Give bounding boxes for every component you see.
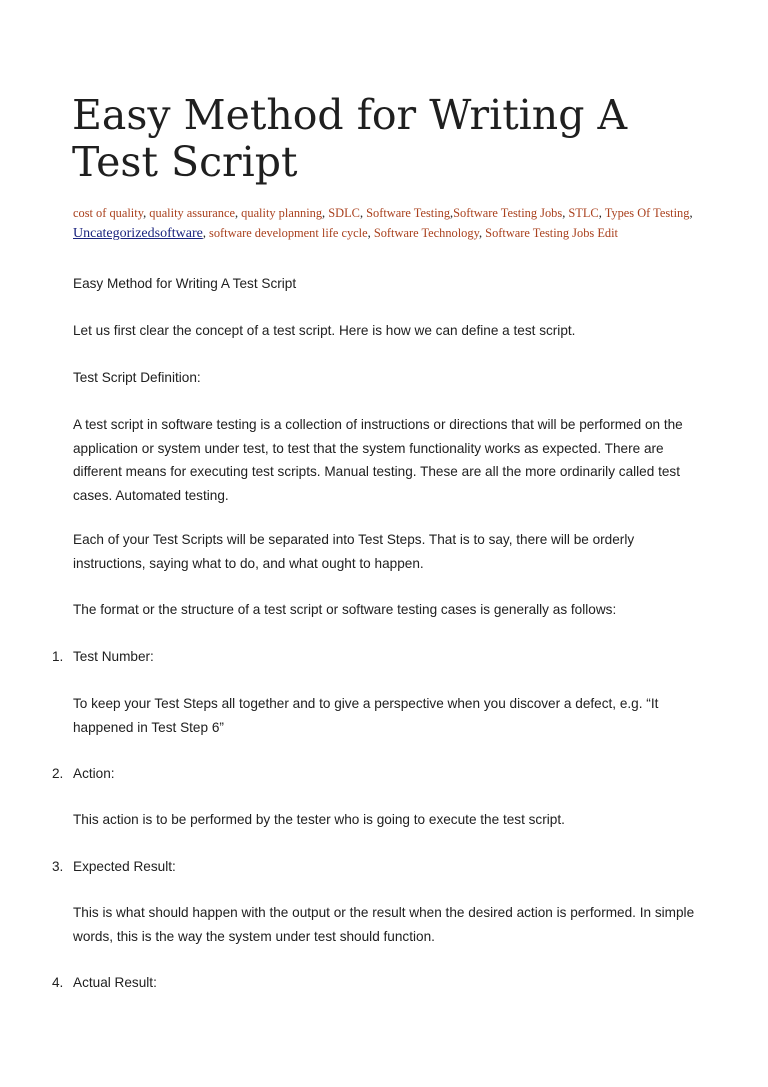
tag-separator: , [367, 226, 374, 240]
edit-link[interactable]: Edit [597, 226, 618, 240]
list-item-number: 2. [52, 766, 64, 781]
tag-separator: , [234, 206, 242, 220]
list-item-label: Test Number: [73, 649, 154, 664]
format-intro: The format or the structure of a test script or software testing cases is generally as follows: [73, 602, 617, 617]
tag-link[interactable]: Software Testing [366, 206, 451, 220]
list-item-description: This action is to be performed by the tester who is going to execute the test script. [73, 812, 565, 827]
tag-separator: , [202, 226, 210, 240]
tag-link[interactable]: Uncategorizedsoftware [73, 226, 203, 241]
list-item-description: This is what should happen with the output or the result when the desired action is performed. In simple words, this is the way the system under test should function. [73, 905, 695, 944]
steps-paragraph: Each of your Test Scripts will be separated into Test Steps. That is to say, there will be orderly instructions, saying what to do, and what ought to happen. [73, 532, 635, 571]
intro-title: Easy Method for Writing A Test Script [73, 276, 297, 291]
tag-separator: , [359, 206, 367, 220]
tag-separator: , [143, 206, 150, 220]
tag-link[interactable]: quality assurance [149, 206, 235, 220]
tag-separator: , [478, 226, 486, 240]
tag-link[interactable]: Software Technology [373, 226, 479, 240]
definition-paragraph: A test script in software testing is a collection of instructions or directions that will be performed on the application or system under test, to test that the system functionality works as expected. There are different means for executing test scripts. Manual testing. These are all the more ordinarily called test cases. Automated testing. [73, 417, 683, 503]
tag-link[interactable]: cost of quality [73, 206, 144, 220]
tag-separator: , [598, 206, 605, 220]
list-item-label: Action: [73, 766, 115, 781]
tag-link[interactable]: software development life cycle [209, 226, 368, 240]
tag-separator: , [562, 206, 569, 220]
tag-link[interactable]: quality planning [241, 206, 323, 220]
list-item-description: To keep your Test Steps all together and to give a perspective when you discover a defect, e.g. “It happened in Test Step 6” [73, 696, 659, 735]
list-item-number: 1. [52, 649, 64, 664]
tag-separator: , [689, 206, 693, 220]
list-item-label: Expected Result: [73, 859, 176, 874]
intro-paragraph: Let us first clear the concept of a test script. Here is how we can define a test script. [73, 323, 576, 338]
tag-separator: , [322, 206, 329, 220]
tag-link[interactable]: STLC [568, 206, 599, 220]
definition-heading: Test Script Definition: [73, 370, 201, 385]
list-item-number: 3. [52, 859, 64, 874]
tag-list [73, 203, 698, 244]
tag-link[interactable]: Software Testing Jobs [453, 206, 563, 220]
tag-link[interactable]: SDLC [328, 206, 360, 220]
page-title: Easy Method for Writing A Test Script [72, 91, 628, 186]
list-item-number: 4. [52, 975, 64, 990]
tag-separator: , [450, 206, 454, 220]
list-item-label: Actual Result: [73, 975, 157, 990]
tag-link[interactable]: Types Of Testing [604, 206, 690, 220]
tag-link[interactable]: Software Testing Jobs [485, 226, 595, 240]
